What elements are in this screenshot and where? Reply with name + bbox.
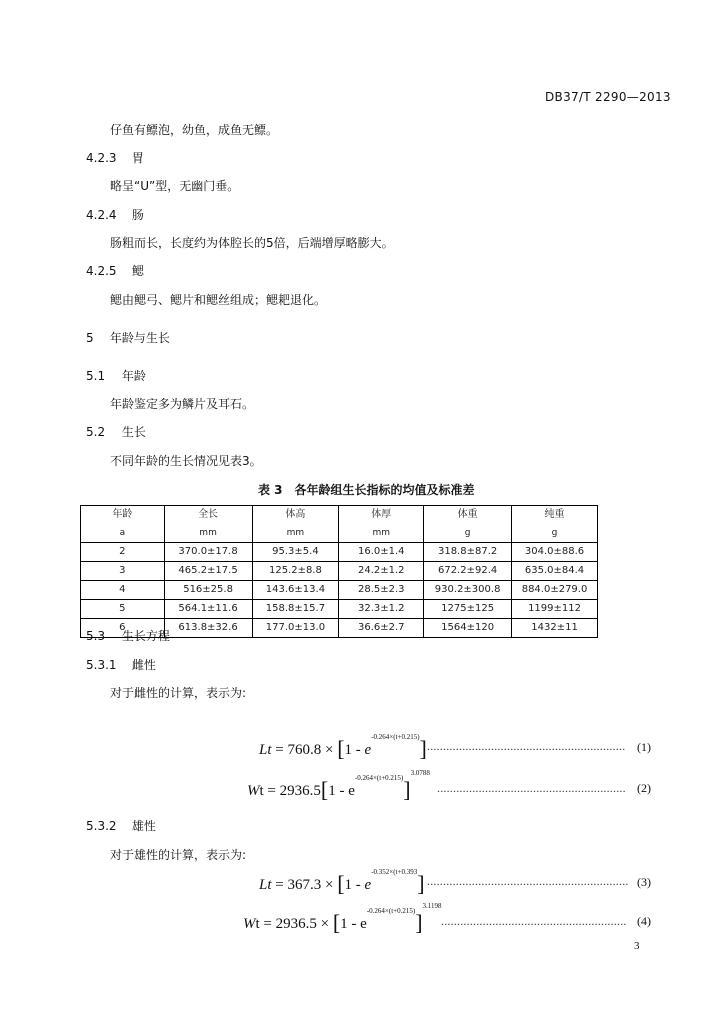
eq-one: 1 -	[328, 783, 345, 799]
eq-one: 1 -	[344, 742, 361, 758]
eq-outer-exponent: 3.0788	[410, 769, 430, 777]
section-number: 4.2.5	[86, 264, 117, 278]
section-5-1-heading	[86, 367, 146, 384]
table-cell: 1199±112	[512, 600, 598, 619]
eq-exponent: -0.264×(t+0.215)	[354, 774, 404, 782]
eq-base: e	[348, 783, 355, 799]
table-cell: 6	[81, 619, 165, 638]
table-cell: 1564±120	[424, 619, 512, 638]
eq-coefficient: = 367.3 ×	[275, 877, 334, 893]
dot-leader: ..........................................................	[441, 914, 627, 928]
table-cell: 884.0±279.0	[512, 581, 598, 600]
table-cell: 体厚	[339, 506, 424, 525]
table-cell: 516±25.8	[164, 581, 252, 600]
table-row	[81, 562, 598, 581]
eq-base: e	[364, 742, 372, 758]
table-cell: 158.8±15.7	[252, 600, 339, 619]
paragraph-female: 对于雌性的计算，表示为:	[110, 686, 247, 700]
paragraph-age: 年龄鉴定多为鳞片及耳石。	[110, 397, 255, 411]
equation-2	[247, 769, 430, 802]
equation-number: (1)	[637, 740, 651, 754]
left-bracket: [	[320, 777, 329, 802]
table-row	[81, 581, 598, 600]
table-cell: 2	[81, 543, 165, 562]
section-4-2-5-heading	[86, 262, 144, 279]
section-5-3-1-heading	[86, 656, 156, 673]
paragraph-gill: 鳃由鳃弓、鳃片和鳃丝组成；鳃耙退化。	[110, 293, 327, 307]
section-title: 雌性	[131, 658, 156, 672]
table-cell: 95.3±5.4	[252, 543, 339, 562]
table-cell: 143.6±13.4	[252, 581, 339, 600]
table-cell: g	[424, 524, 512, 543]
table-cell: 177.0±13.0	[252, 619, 339, 638]
table-cell: 3	[81, 562, 165, 581]
section-number: 4.2.4	[86, 208, 117, 222]
table-unit-row	[81, 524, 598, 543]
table-cell: 613.8±32.6	[164, 619, 252, 638]
table-cell: 32.3±1.2	[339, 600, 424, 619]
table-cell: mm	[339, 524, 424, 543]
standard-code: DB37/T 2290—2013	[545, 90, 671, 104]
table-cell: 370.0±17.8	[164, 543, 252, 562]
table-cell: 纯重	[512, 506, 598, 525]
section-title: 雄性	[131, 819, 156, 833]
table-cell: g	[512, 524, 598, 543]
table-cell: 4	[81, 581, 165, 600]
equation-3	[259, 868, 425, 896]
page-number: 3	[634, 940, 640, 952]
eq-coefficient: = 760.8 ×	[275, 742, 334, 758]
table-cell: 5	[81, 600, 165, 619]
section-number: 5.3.1	[86, 658, 117, 672]
paragraph-male: 对于雄性的计算，表示为:	[110, 848, 247, 862]
table-cell: 125.2±8.8	[252, 562, 339, 581]
section-title: 年龄与生长	[109, 331, 170, 345]
paragraph-stomach: 略呈“U”型，无幽门垂。	[110, 179, 240, 193]
section-title: 生长方程	[121, 629, 170, 643]
table-cell: a	[81, 524, 165, 543]
section-title: 鳃	[131, 264, 144, 278]
right-bracket: ]	[417, 871, 425, 896]
table-cell: 930.2±300.8	[424, 581, 512, 600]
section-4-2-3-heading	[86, 149, 144, 166]
section-number: 5	[86, 331, 94, 345]
table-cell: 318.8±87.2	[424, 543, 512, 562]
eq-lhs-suffix: t	[259, 783, 264, 799]
section-5-3-2-heading	[86, 817, 156, 834]
eq-exponent: -0.352×(t+0.393	[371, 868, 418, 876]
eq-base: e	[360, 916, 367, 932]
section-number: 4.2.3	[86, 151, 117, 165]
table-cell: 24.2±1.2	[339, 562, 424, 581]
eq-lhs: Lt	[259, 877, 272, 893]
table-row	[81, 543, 598, 562]
table-cell: 465.2±17.5	[164, 562, 252, 581]
right-bracket: ]	[415, 910, 423, 935]
left-bracket: [	[332, 910, 341, 935]
equation-1	[259, 733, 427, 761]
equation-4	[243, 902, 442, 935]
eq-outer-exponent: 3.1198	[422, 902, 442, 910]
section-title: 胃	[131, 151, 144, 165]
eq-lhs-suffix: t	[255, 916, 260, 932]
dot-leader: ...........................................................	[437, 781, 626, 795]
equation-number: (4)	[637, 914, 651, 928]
section-title: 生长	[121, 425, 146, 439]
table-header-row	[81, 506, 598, 525]
paragraph-swim-bladder: 仔鱼有鳔泡，幼鱼，成鱼无鳔。	[110, 123, 279, 137]
dot-leader: ...............................................................	[427, 874, 629, 888]
table-cell: mm	[252, 524, 339, 543]
table-cell: 体高	[252, 506, 339, 525]
table-cell: 28.5±2.3	[339, 581, 424, 600]
section-5-heading	[86, 329, 170, 346]
table-cell: 1275±125	[424, 600, 512, 619]
table-cell: 36.6±2.7	[339, 619, 424, 638]
table-cell: 体重	[424, 506, 512, 525]
table-cell: 304.0±88.6	[512, 543, 598, 562]
eq-coefficient: = 2936.5	[267, 783, 321, 799]
eq-lhs: Lt	[259, 742, 272, 758]
equation-number: (2)	[637, 781, 651, 795]
section-4-2-4-heading	[86, 206, 144, 223]
eq-one: 1 -	[340, 916, 357, 932]
equation-number: (3)	[637, 875, 651, 889]
eq-base: e	[364, 877, 372, 893]
eq-lhs: W	[247, 783, 260, 799]
section-number: 5.3.2	[86, 819, 117, 833]
right-bracket: ]	[419, 736, 427, 761]
table-cell: 年龄	[81, 506, 165, 525]
eq-lhs: W	[243, 916, 256, 932]
paragraph-growth: 不同年龄的生长情况见表3。	[110, 454, 262, 468]
growth-table	[80, 505, 598, 638]
eq-coefficient: = 2936.5 ×	[263, 916, 330, 932]
eq-exponent: -0.264×(t+0.215)	[366, 907, 416, 915]
section-number: 5.3	[86, 629, 106, 643]
dot-leader: ..............................................................	[427, 739, 626, 753]
table-cell: mm	[164, 524, 252, 543]
paragraph-intestine: 肠粗而长，长度约为体腔长的5倍，后端增厚略膨大。	[110, 236, 394, 250]
table-cell: 全长	[164, 506, 252, 525]
section-5-2-heading	[86, 423, 146, 440]
table-cell: 672.2±92.4	[424, 562, 512, 581]
section-number: 5.1	[86, 369, 106, 383]
section-title: 年龄	[121, 369, 146, 383]
table-caption: 表 3 各年龄组生长指标的均值及标准差	[258, 483, 475, 497]
section-number: 5.2	[86, 425, 106, 439]
left-bracket: [	[337, 736, 345, 761]
eq-one: 1 -	[344, 877, 361, 893]
table-cell: 1432±11	[512, 619, 598, 638]
table-cell: 564.1±11.6	[164, 600, 252, 619]
table-row	[81, 600, 598, 619]
eq-exponent: -0.264×(t+0.215)	[371, 733, 420, 741]
section-5-3-heading	[86, 627, 170, 644]
table-cell: 635.0±84.4	[512, 562, 598, 581]
table-cell: 16.0±1.4	[339, 543, 424, 562]
section-title: 肠	[131, 208, 144, 222]
left-bracket: [	[337, 871, 345, 896]
right-bracket: ]	[403, 777, 411, 802]
